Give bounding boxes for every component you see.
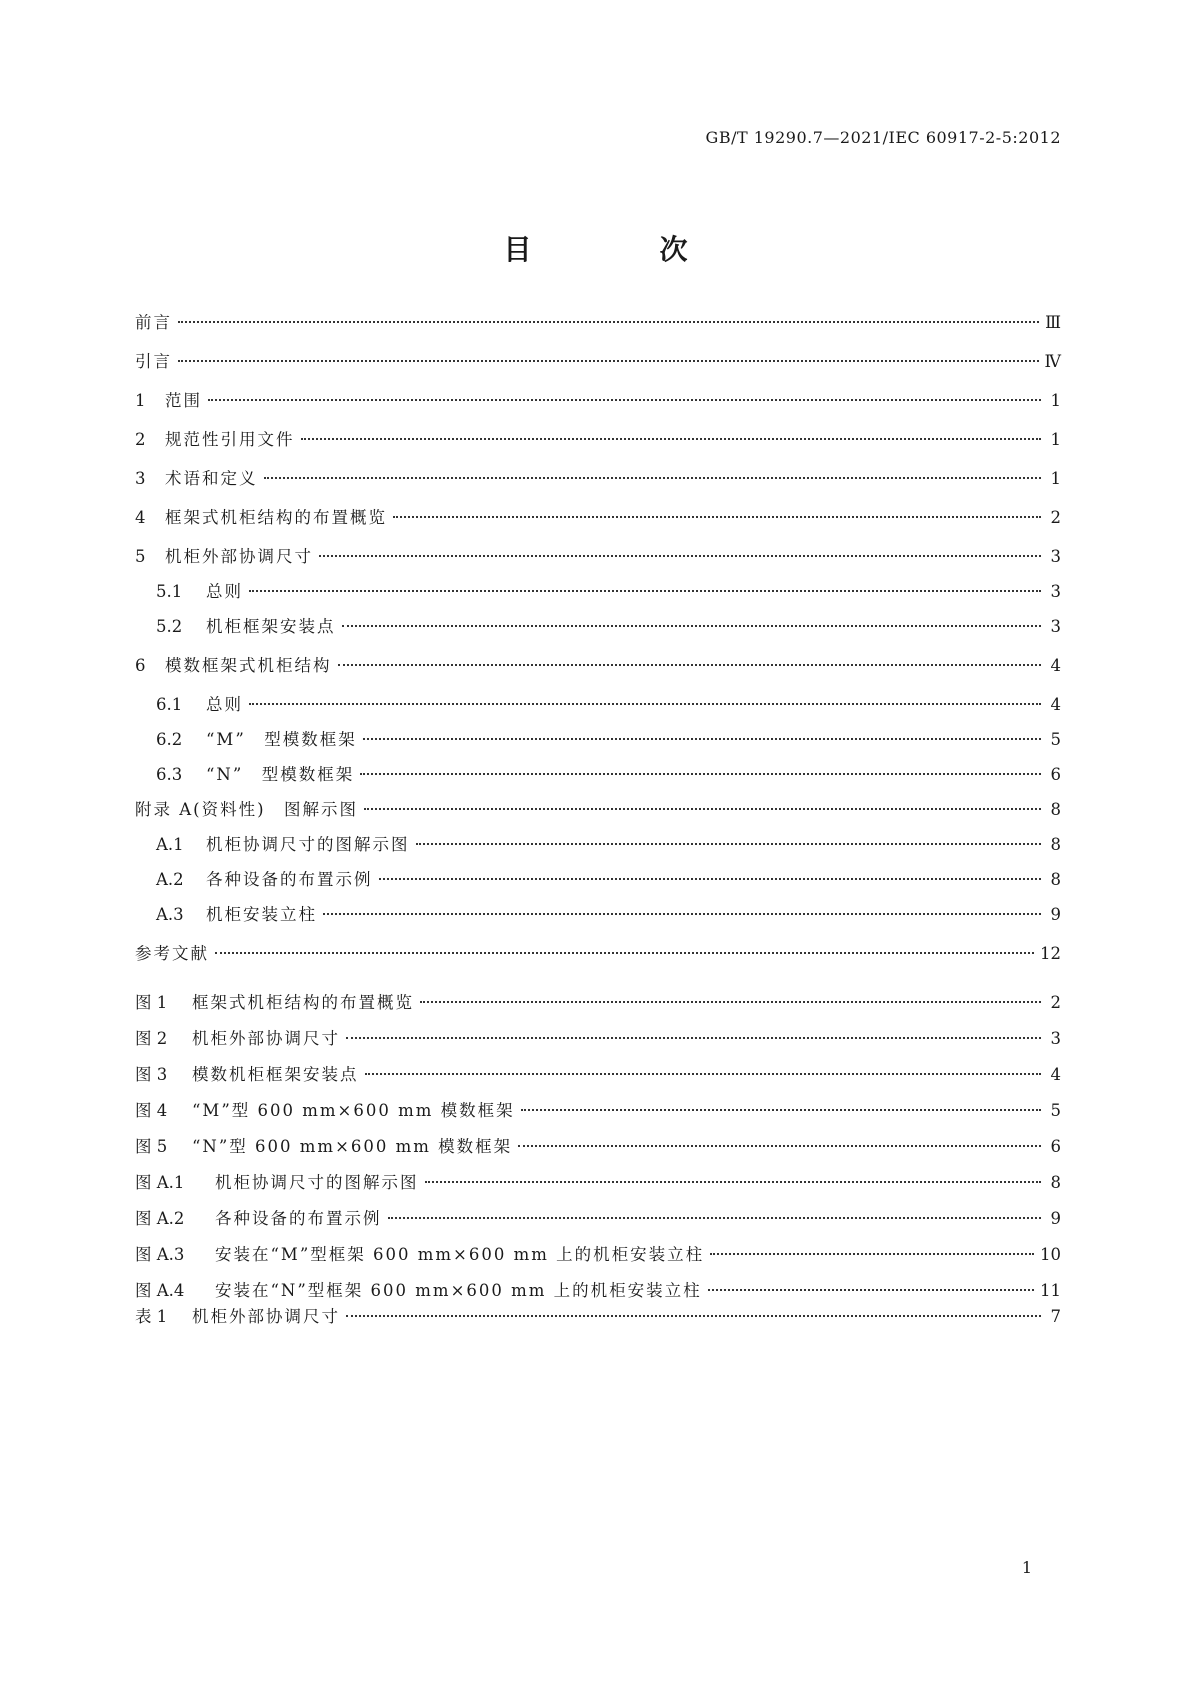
toc-entry-6-2[interactable] bbox=[135, 725, 1061, 750]
toc-entry-number: A.2 bbox=[156, 870, 184, 889]
toc-entry-text: “N”型 600 mm×600 mm 模数框架 bbox=[192, 1137, 513, 1156]
toc-entry-text: 总则 bbox=[206, 582, 243, 601]
toc-entry-normative-references[interactable] bbox=[135, 425, 1061, 450]
toc-entry-number: 6.1 bbox=[156, 695, 183, 714]
toc-page-number: 7 bbox=[1050, 1307, 1061, 1326]
toc-entry-text: 模数机柜框架安装点 bbox=[192, 1065, 359, 1084]
dot-leader bbox=[215, 939, 1034, 959]
toc-entry-5-1[interactable] bbox=[135, 577, 1061, 602]
toc-entry-number: 图 A.1 bbox=[135, 1173, 185, 1192]
page-title: 目 次 bbox=[503, 233, 738, 266]
dot-leader bbox=[178, 308, 1039, 328]
toc-entry-text: 术语和定义 bbox=[165, 469, 258, 488]
toc-entry-text: 机柜外部协调尺寸 bbox=[165, 547, 313, 566]
dot-leader bbox=[346, 1024, 1041, 1044]
dot-leader bbox=[425, 1168, 1042, 1188]
toc-entry-text: 前言 bbox=[135, 313, 172, 332]
toc-entry-foreword[interactable] bbox=[135, 308, 1061, 333]
toc-entry-text: 框架式机柜结构的布置概览 bbox=[192, 993, 414, 1012]
toc-table-1[interactable] bbox=[135, 1302, 1061, 1327]
dot-leader bbox=[264, 464, 1042, 484]
toc-page-number: 8 bbox=[1050, 835, 1061, 854]
toc-figure-2[interactable] bbox=[135, 1024, 1061, 1049]
toc-page-number: 6 bbox=[1050, 765, 1061, 784]
toc-tables-list bbox=[135, 1302, 1061, 1327]
toc-entry-text: 框架式机柜结构的布置概览 bbox=[165, 508, 387, 527]
toc-entry-scope[interactable] bbox=[135, 386, 1061, 411]
toc-entry-a-2[interactable] bbox=[135, 865, 1061, 890]
toc-entry-5-2[interactable] bbox=[135, 612, 1061, 637]
toc-page-number: 6 bbox=[1050, 1137, 1061, 1156]
toc-entry-text: 总则 bbox=[206, 695, 243, 714]
toc-entry-number: 5.2 bbox=[156, 617, 183, 636]
toc-page-number: 9 bbox=[1050, 905, 1061, 924]
dot-leader bbox=[388, 1204, 1042, 1224]
toc-page-number: 2 bbox=[1050, 508, 1061, 527]
toc-entry-number: 表 1 bbox=[135, 1307, 168, 1326]
toc-page-number: 10 bbox=[1040, 1245, 1061, 1264]
toc-entry-text: 安装在“M”型框架 600 mm×600 mm 上的机柜安装立柱 bbox=[215, 1245, 705, 1264]
dot-leader bbox=[208, 386, 1041, 406]
toc-entry-modular-structure[interactable] bbox=[135, 651, 1061, 676]
toc-entry-6-3[interactable] bbox=[135, 760, 1061, 785]
dot-leader bbox=[346, 1302, 1041, 1322]
toc-page-number: 4 bbox=[1050, 695, 1061, 714]
toc-entry-6-1[interactable] bbox=[135, 690, 1061, 715]
dot-leader bbox=[416, 830, 1042, 850]
toc-entry-number: 图 A.4 bbox=[135, 1281, 185, 1300]
toc-entry-introduction[interactable] bbox=[135, 347, 1061, 372]
toc-entry-text: 各种设备的布置示例 bbox=[215, 1209, 382, 1228]
toc-page-number: 3 bbox=[1050, 547, 1061, 566]
dot-leader bbox=[363, 725, 1041, 745]
toc-entry-number: 图 A.2 bbox=[135, 1209, 185, 1228]
toc-entry-number: A.1 bbox=[156, 835, 184, 854]
toc-page-number: 9 bbox=[1050, 1209, 1061, 1228]
toc-entry-bibliography[interactable] bbox=[135, 939, 1061, 964]
toc-page-number: 1 bbox=[1050, 391, 1061, 410]
toc-entry-text: “M”型 600 mm×600 mm 模数框架 bbox=[192, 1101, 515, 1120]
toc-entry-text: “M” 型模数框架 bbox=[206, 730, 357, 749]
toc-entry-a-3[interactable] bbox=[135, 900, 1061, 925]
toc-page-number: 2 bbox=[1050, 993, 1061, 1012]
dot-leader bbox=[249, 690, 1041, 710]
toc-entry-number: 6 bbox=[135, 656, 146, 675]
toc-entry-text: 机柜外部协调尺寸 bbox=[192, 1307, 340, 1326]
toc-figure-a-4[interactable] bbox=[135, 1276, 1061, 1301]
toc-entry-text: 附录 A(资料性) 图解示图 bbox=[135, 800, 359, 819]
toc-entry-number: 4 bbox=[135, 508, 146, 527]
toc-page-number: Ⅲ bbox=[1045, 313, 1061, 332]
toc-entry-external-dimensions[interactable] bbox=[135, 542, 1061, 567]
toc-page-number: 8 bbox=[1050, 1173, 1061, 1192]
toc-entry-number: A.3 bbox=[156, 905, 184, 924]
toc-entry-number: 2 bbox=[135, 430, 146, 449]
dot-leader bbox=[319, 542, 1041, 562]
toc-page-number: 1 bbox=[1050, 469, 1061, 488]
toc-page-number: 3 bbox=[1050, 617, 1061, 636]
toc-entry-number: 6.3 bbox=[156, 765, 183, 784]
toc-entry-text: 各种设备的布置示例 bbox=[206, 870, 373, 889]
toc-entry-number: 3 bbox=[135, 469, 146, 488]
toc-entry-a-1[interactable] bbox=[135, 830, 1061, 855]
toc-entry-text: 模数框架式机柜结构 bbox=[165, 656, 332, 675]
toc-page-number: 1 bbox=[1050, 430, 1061, 449]
dot-leader bbox=[323, 900, 1041, 920]
toc-entry-number: 图 1 bbox=[135, 993, 168, 1012]
toc-entry-text: 规范性引用文件 bbox=[165, 430, 295, 449]
toc-page-number: 4 bbox=[1050, 1065, 1061, 1084]
dot-leader bbox=[521, 1096, 1041, 1116]
dot-leader bbox=[710, 1240, 1034, 1260]
toc-entry-text: 范围 bbox=[165, 391, 202, 410]
toc-page-number: Ⅳ bbox=[1044, 352, 1061, 371]
toc-entry-text: 引言 bbox=[135, 352, 172, 371]
toc-figure-a-1[interactable] bbox=[135, 1168, 1061, 1193]
toc-page-number: 5 bbox=[1050, 1101, 1061, 1120]
dot-leader bbox=[364, 795, 1041, 815]
toc-page-number: 4 bbox=[1050, 656, 1061, 675]
dot-leader bbox=[360, 760, 1041, 780]
toc-figures-list bbox=[135, 988, 1061, 1301]
toc-figure-4[interactable] bbox=[135, 1096, 1061, 1121]
toc-figure-3[interactable] bbox=[135, 1060, 1061, 1085]
toc-page-number: 8 bbox=[1050, 800, 1061, 819]
toc-entry-number: 6.2 bbox=[156, 730, 183, 749]
toc-figure-5[interactable] bbox=[135, 1132, 1061, 1157]
toc-page-number: 8 bbox=[1050, 870, 1061, 889]
toc-entry-terms-definitions[interactable] bbox=[135, 464, 1061, 489]
toc-entry-text: 参考文献 bbox=[135, 944, 209, 963]
toc-page-number: 12 bbox=[1040, 944, 1061, 963]
toc-entry-text: 机柜安装立柱 bbox=[206, 905, 317, 924]
dot-leader bbox=[338, 651, 1042, 671]
toc-entry-text: 机柜框架安装点 bbox=[206, 617, 336, 636]
toc-figure-a-2[interactable] bbox=[135, 1204, 1061, 1229]
toc-entry-number: 图 2 bbox=[135, 1029, 168, 1048]
dot-leader bbox=[342, 612, 1042, 632]
toc-entry-annex-a[interactable] bbox=[135, 795, 1061, 820]
toc-page-number: 3 bbox=[1050, 582, 1061, 601]
toc-entry-text: 机柜协调尺寸的图解示图 bbox=[215, 1173, 419, 1192]
dot-leader bbox=[178, 347, 1039, 367]
toc-entry-text: “N” 型模数框架 bbox=[206, 765, 355, 784]
page-number: 1 bbox=[1021, 1558, 1032, 1577]
dot-leader bbox=[249, 577, 1041, 597]
dot-leader bbox=[708, 1276, 1034, 1296]
toc-figure-1[interactable] bbox=[135, 988, 1061, 1013]
toc-page-number: 5 bbox=[1050, 730, 1061, 749]
dot-leader bbox=[301, 425, 1042, 445]
toc-entry-number: 1 bbox=[135, 391, 146, 410]
dot-leader bbox=[518, 1132, 1041, 1152]
toc-entry-number: 5.1 bbox=[156, 582, 183, 601]
toc-entry-number: 图 4 bbox=[135, 1101, 168, 1120]
dot-leader bbox=[393, 503, 1041, 523]
toc-page-number: 3 bbox=[1050, 1029, 1061, 1048]
toc-entry-number: 图 A.3 bbox=[135, 1245, 185, 1264]
toc-entry-text: 机柜外部协调尺寸 bbox=[192, 1029, 340, 1048]
toc-entry-arrangement-overview[interactable] bbox=[135, 503, 1061, 528]
toc-entry-number: 图 5 bbox=[135, 1137, 168, 1156]
dot-leader bbox=[379, 865, 1042, 885]
standard-number: GB/T 19290.7—2021/IEC 60917-2-5:2012 bbox=[705, 128, 1061, 147]
toc-entry-number: 图 3 bbox=[135, 1065, 168, 1084]
toc-entry-text: 机柜协调尺寸的图解示图 bbox=[206, 835, 410, 854]
dot-leader bbox=[365, 1060, 1042, 1080]
toc-page-number: 11 bbox=[1040, 1281, 1061, 1300]
toc-entry-number: 5 bbox=[135, 547, 146, 566]
dot-leader bbox=[420, 988, 1041, 1008]
toc-figure-a-3[interactable] bbox=[135, 1240, 1061, 1265]
toc-main-list bbox=[135, 308, 1061, 964]
toc-entry-text: 安装在“N”型框架 600 mm×600 mm 上的机柜安装立柱 bbox=[215, 1281, 702, 1300]
